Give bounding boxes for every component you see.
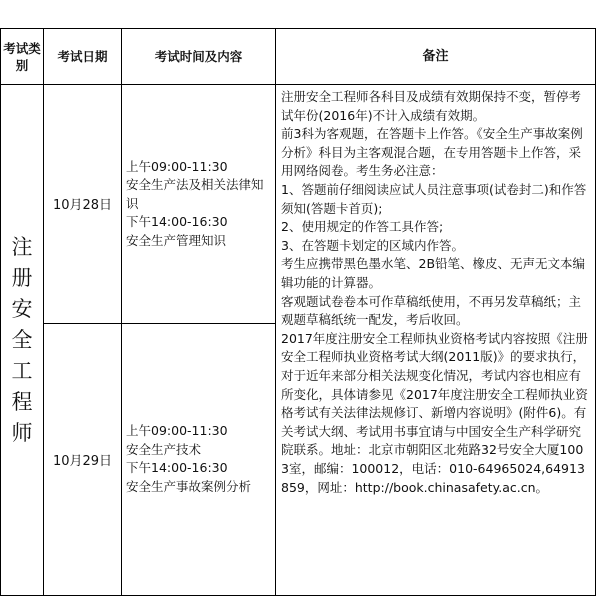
time-line: 下午14:00-16:30 — [126, 214, 228, 230]
header-date: 考试日期 — [44, 29, 122, 85]
note-paragraph: 2、使用规定的作答工具作答; — [281, 219, 444, 235]
note-paragraph: 3、在答题卡划定的区域内作答。 — [281, 237, 464, 253]
exam-schedule-table — [0, 28, 596, 596]
header-row — [1, 29, 596, 85]
time-line: 上午09:00-11:30 — [126, 158, 228, 174]
note-paragraph: 前3科为客观题，在答题卡上作答。《安全生产事故案例分析》科目为主客观混合题，在专用答题卡上作答，采用网络阅卷。考生务必注意： — [281, 126, 583, 179]
time-line: 下午14:00-16:30 — [126, 460, 228, 476]
table-row — [1, 85, 596, 323]
date-cell: 10月28日 — [44, 85, 122, 323]
exam-schedule — [0, 28, 596, 596]
header-time-content: 考试时间及内容 — [122, 29, 276, 85]
date-cell: 10月29日 — [44, 323, 122, 596]
time-content-cell — [122, 323, 276, 596]
note-paragraph: 考生应携带黑色墨水笔、2B铅笔、橡皮、无声无文本编辑功能的计算器。 — [281, 256, 586, 291]
time-line: 上午09:00-11:30 — [126, 423, 228, 439]
note-paragraph: 客观题试卷卷本可作草稿纸使用，不再另发草稿纸；主观题草稿纸统一配发，考后收回。 — [281, 293, 582, 328]
notes-cell — [276, 85, 596, 596]
note-paragraph: 2017年度注册安全工程师执业资格考试内容按照《注册安全工程师执业资格考试大纲(2011版)》的要求执行，对于近年来部分相关法规变化情况，考试内容也相应有所变化，具体请参见《2017年度注册安全工程师执业资格考试有关法律法规修订、新增内容说明》(附件6)。有关考试大纲、考试用书事宜请与中国安全生产科学研究院联系。地址：北京市朝阳区北苑路32号安全大厦1003室，邮编：100012，电话：010-64965024,64913859，网址：http://book.chinasafety.ac.cn。 — [281, 330, 588, 495]
subject-line: 安全生产技术 — [126, 441, 202, 457]
note-paragraph: 注册安全工程师各科目及成绩有效期保持不变，暂停考试年份(2016年)不计入成绩有效期。 — [281, 89, 582, 123]
time-content-cell — [122, 85, 276, 323]
header-notes: 备注 — [276, 29, 596, 85]
subject-line: 安全生产法及相关法律知识 — [126, 177, 264, 211]
category-text: 注册安全工程师 — [11, 234, 33, 445]
category-cell — [1, 85, 44, 596]
subject-line: 安全生产管理知识 — [126, 232, 227, 248]
note-paragraph: 1、答题前仔细阅读应试人员注意事项(试卷封二)和作答须知(答题卡首页); — [281, 182, 587, 216]
subject-line: 安全生产事故案例分析 — [126, 478, 252, 494]
header-category: 考试类别 — [1, 29, 44, 85]
